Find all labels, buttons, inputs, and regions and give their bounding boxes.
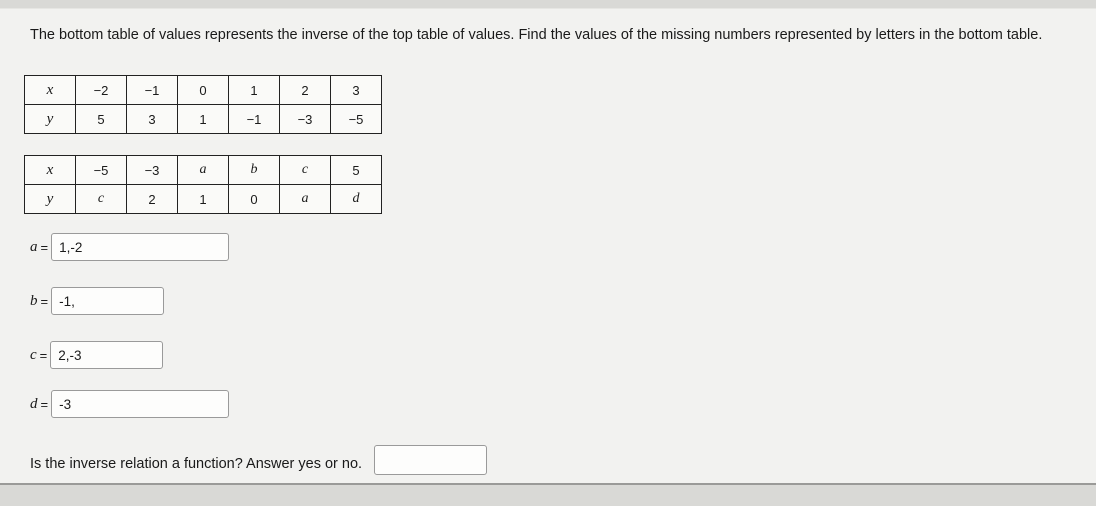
x-cell-unknown: a xyxy=(178,156,229,185)
x-cell: −2 xyxy=(76,76,127,105)
worksheet-panel xyxy=(0,8,1096,485)
y-cell: 0 xyxy=(229,185,280,214)
x-cell: 5 xyxy=(331,156,382,185)
variable-label: d xyxy=(30,395,38,412)
x-cell: 1 xyxy=(229,76,280,105)
instructions-text: The bottom table of values represents the inverse of the top table of values. Find the values of the missing numbers represented by letters in the bottom table. xyxy=(30,27,1043,43)
answer-row-c xyxy=(30,341,163,369)
equals-sign: = xyxy=(40,396,49,412)
answer-input-a[interactable]: 1,-2 xyxy=(51,233,229,261)
y-cell: 2 xyxy=(127,185,178,214)
x-cell: −1 xyxy=(127,76,178,105)
x-cell: 2 xyxy=(280,76,331,105)
answer-input-d[interactable]: -3 xyxy=(51,390,229,418)
x-cell: 0 xyxy=(178,76,229,105)
y-cell: −3 xyxy=(280,105,331,134)
inverse-table xyxy=(24,155,382,214)
answer-row-d xyxy=(30,390,229,418)
y-cell-unknown: a xyxy=(280,185,331,214)
equals-sign: = xyxy=(40,293,49,309)
y-cell: 5 xyxy=(76,105,127,134)
table-row-y xyxy=(25,185,382,214)
x-cell-unknown: b xyxy=(229,156,280,185)
y-cell: −1 xyxy=(229,105,280,134)
answer-input-b[interactable]: -1, xyxy=(51,287,164,315)
answer-input-c[interactable]: 2,-3 xyxy=(50,341,163,369)
x-cell: −3 xyxy=(127,156,178,185)
equals-sign: = xyxy=(40,239,49,255)
x-cell: 3 xyxy=(331,76,382,105)
y-cell-unknown: c xyxy=(76,185,127,214)
x-header: x xyxy=(25,156,76,185)
answer-row-a xyxy=(30,233,229,261)
y-cell: −5 xyxy=(331,105,382,134)
x-cell-unknown: c xyxy=(280,156,331,185)
y-header: y xyxy=(25,105,76,134)
y-header: y xyxy=(25,185,76,214)
x-header: x xyxy=(25,76,76,105)
function-answer-input[interactable] xyxy=(374,445,487,475)
x-cell: −5 xyxy=(76,156,127,185)
variable-label: b xyxy=(30,292,38,309)
equals-sign: = xyxy=(39,347,48,363)
original-table xyxy=(24,75,382,134)
variable-label: c xyxy=(30,346,37,363)
function-question-text: Is the inverse relation a function? Answer yes or no. xyxy=(30,456,363,472)
table-row-y xyxy=(25,105,382,134)
answer-row-b xyxy=(30,287,164,315)
y-cell: 1 xyxy=(178,105,229,134)
table-row-x xyxy=(25,76,382,105)
y-cell-unknown: d xyxy=(331,185,382,214)
y-cell: 3 xyxy=(127,105,178,134)
y-cell: 1 xyxy=(178,185,229,214)
variable-label: a xyxy=(30,238,38,255)
table-row-x xyxy=(25,156,382,185)
